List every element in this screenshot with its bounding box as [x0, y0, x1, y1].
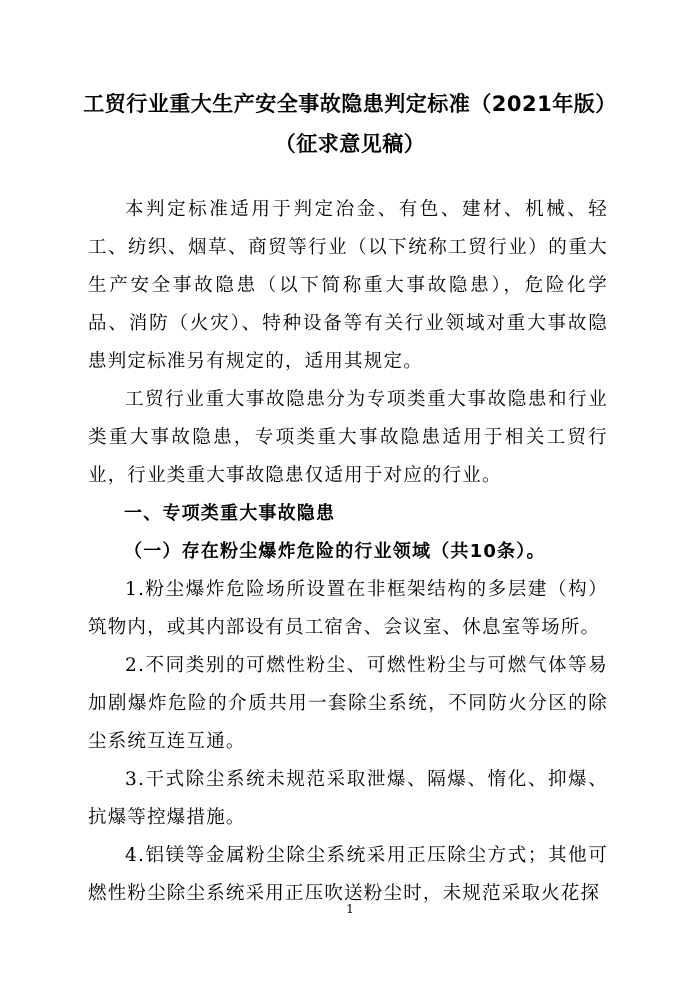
subsection-heading: （一）存在粉尘爆炸危险的行业领域（共10条）。 [124, 541, 546, 562]
document-body [88, 191, 608, 913]
intro-paragraph: 本判定标准适用于判定冶金、有色、建材、机械、轻工、纺织、烟草、商贸等行业（以下统称工贸行业）的重大生产安全事故隐患（以下简称重大事故隐患），危险化学品、消防（火灾）、特种设备等有关行业领域对重大事故隐患判定标准另有规定的，适用其规定。 [88, 199, 608, 372]
intro-paragraph: 工贸行业重大事故隐患分为专项类重大事故隐患和行业类重大事故隐患，专项类重大事故隐患适用于相关工贸行业，行业类重大事故隐患仅适用于对应的行业。 [88, 389, 608, 486]
list-item: 3.干式除尘系统未规范采取泄爆、隔爆、惰化、抑爆、抗爆等控爆措施。 [88, 769, 608, 828]
section-heading: 一、专项类重大事故隐患 [124, 503, 336, 524]
list-item: 1.粉尘爆炸危险场所设置在非框架结构的多层建（构）筑物内，或其内部设有员工宿舍、会议室、休息室等场所。 [88, 579, 608, 638]
list-item: 4.铝镁等金属粉尘除尘系统采用正压除尘方式；其他可燃性粉尘除尘系统采用正压吹送粉尘时，未规范采取火花探 [88, 845, 608, 904]
document-subtitle: （征求意见稿） [274, 132, 426, 156]
document-title: 工贸行业重大生产安全事故隐患判定标准（2021年版） [83, 92, 617, 116]
page-number: 1 [346, 902, 354, 916]
list-item: 2.不同类别的可燃性粉尘、可燃性粉尘与可燃气体等易加剧爆炸危险的介质共用一套除尘系统，不同防火分区的除尘系统互连互通。 [88, 655, 608, 752]
